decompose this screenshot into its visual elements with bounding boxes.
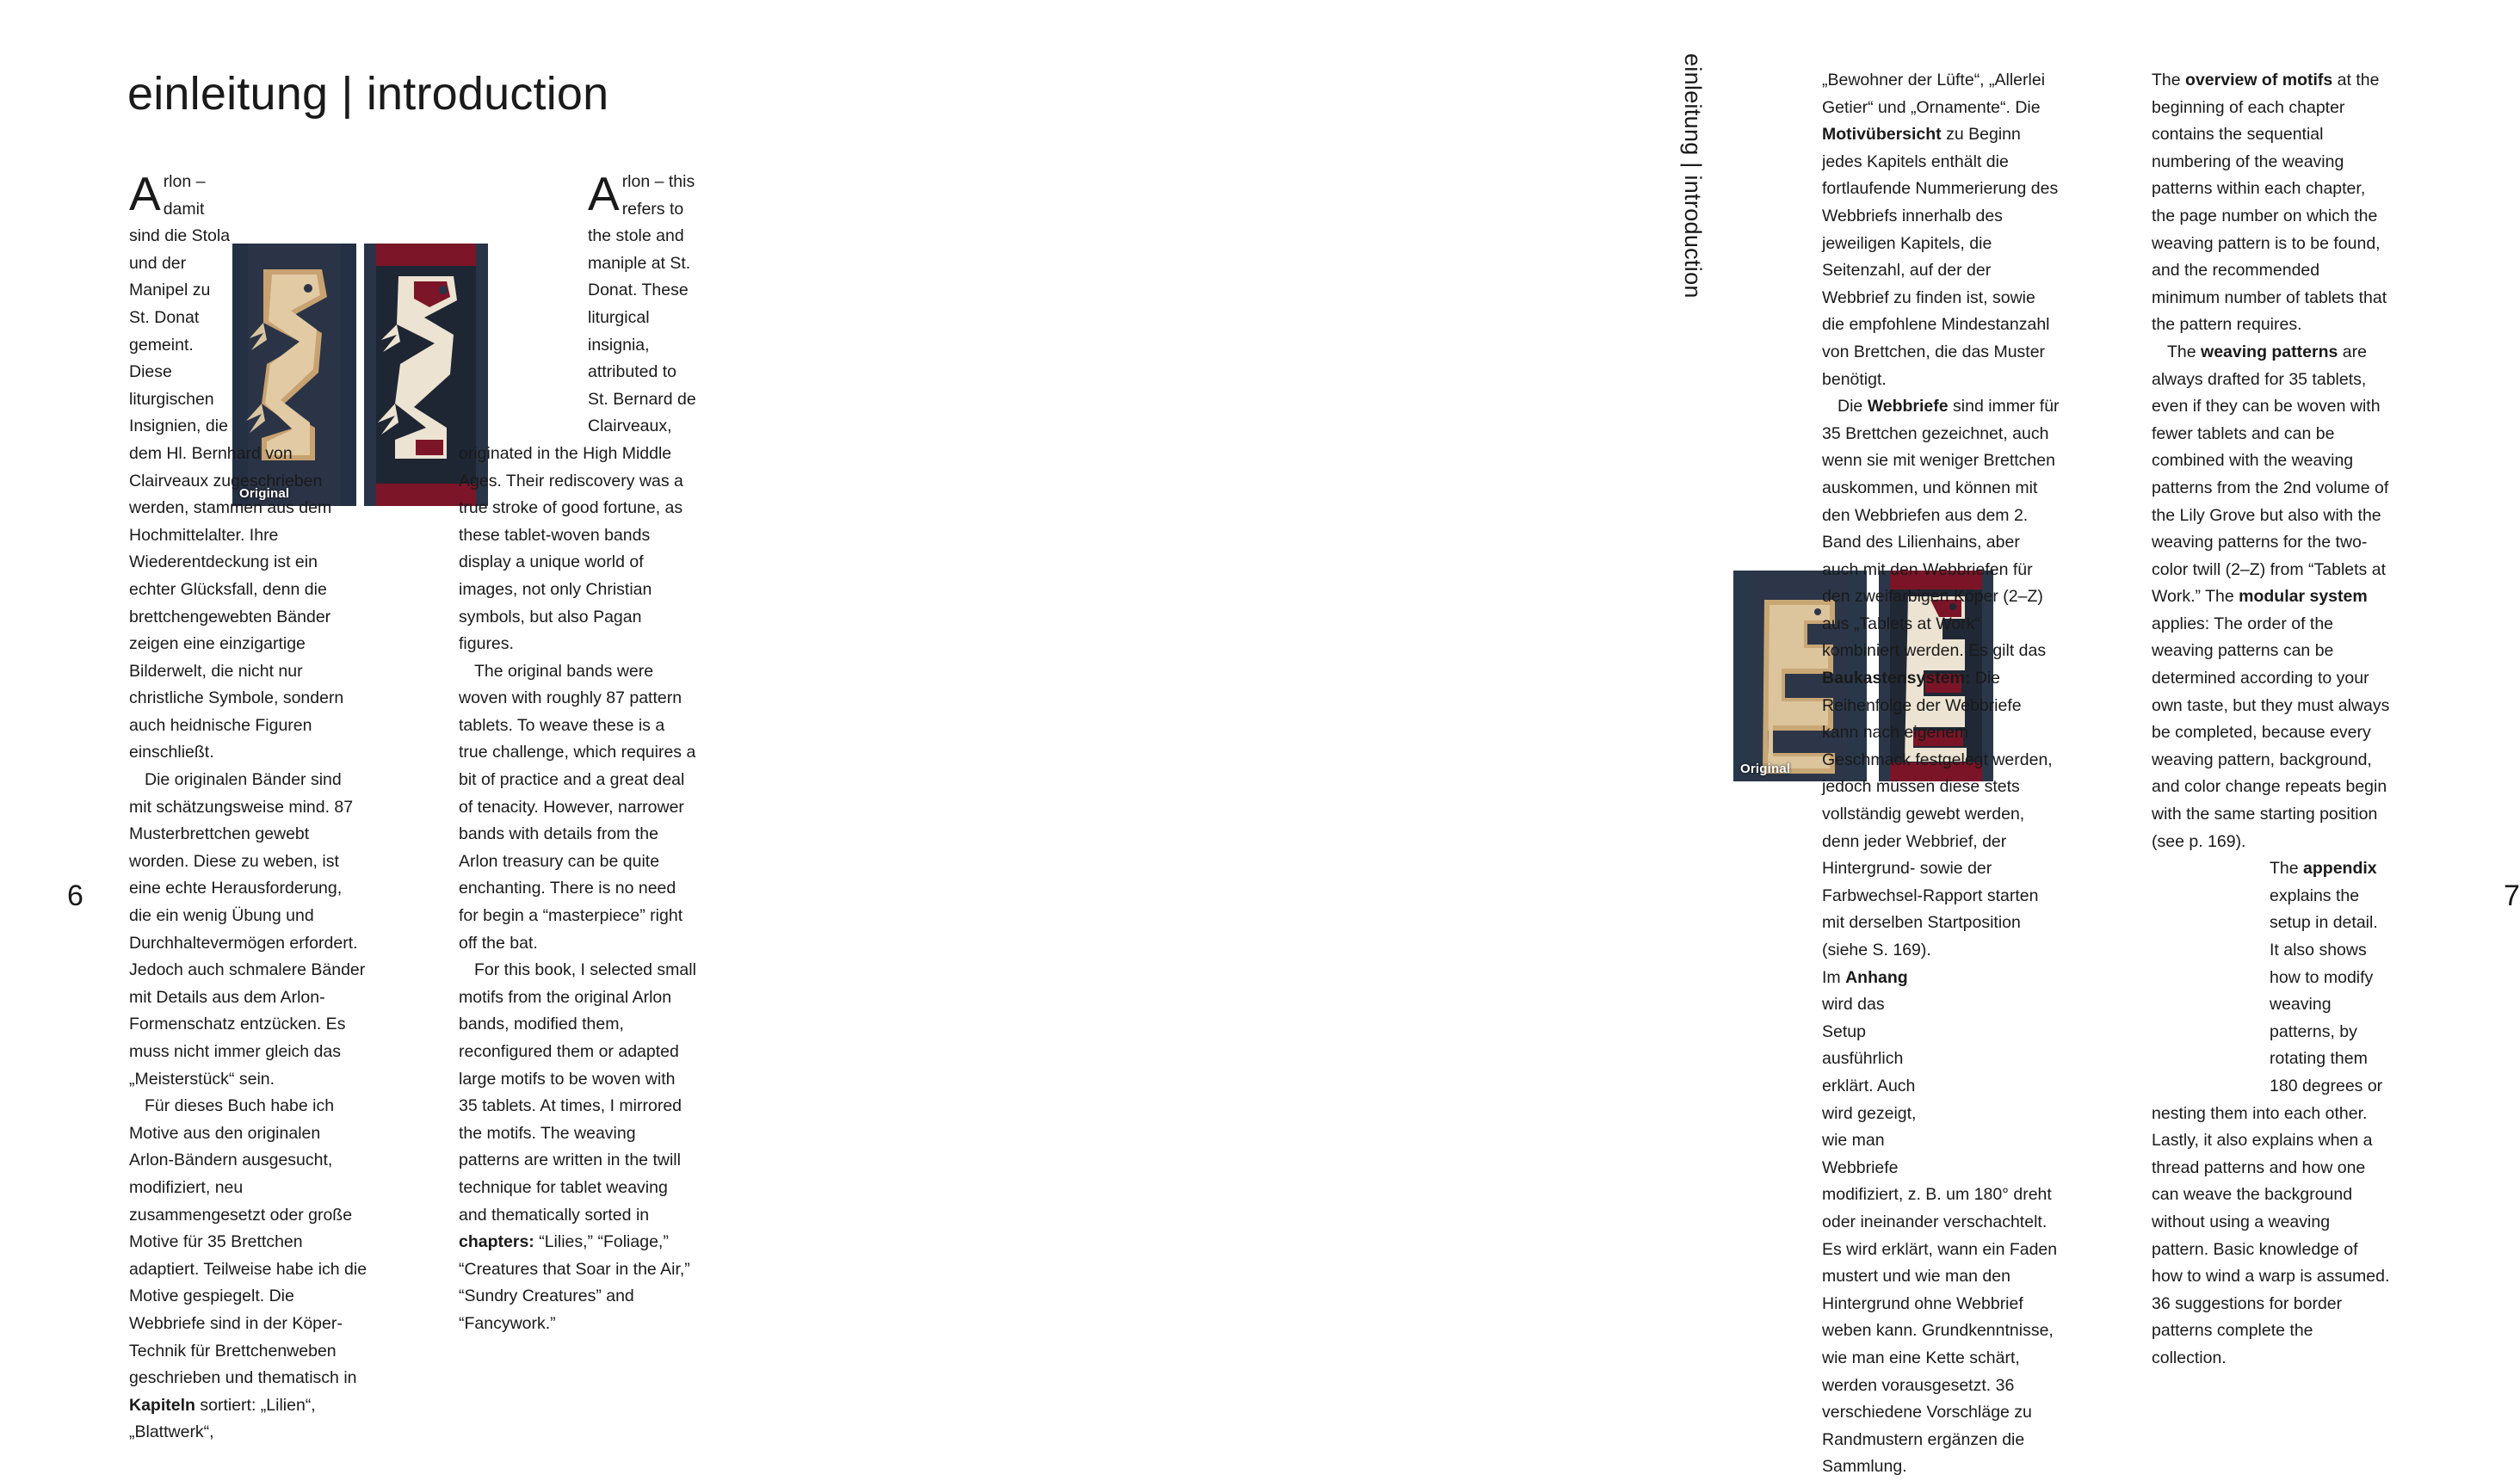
paragraph-tail: at the beginning of each chapter contains the sequential numbering of the weaving patterns within each chapter, the page number on which the weaving pattern is to be found, and the recommended minimum number of tablets that the pattern requires. bbox=[2152, 71, 2387, 335]
paragraph-tail: zu Beginn jedes Kapitels enthält die fortlaufende Nummerierung des Webbriefs innerhalb des jeweiligen Kapitels, die Seitenzahl, auf der der Webbrief zu finden ist, sowie die empfohlene Mindestanzahl von Brettchen, die das Muster benötigt. bbox=[1822, 125, 2059, 389]
image-caption-original-2: Original bbox=[1740, 762, 1791, 776]
page-number-left: 6 bbox=[67, 879, 83, 912]
inline-bold: chapters: bbox=[459, 1232, 534, 1252]
paragraph-text: The bbox=[2167, 342, 2202, 361]
drop-cap: A bbox=[129, 167, 161, 220]
paragraph bbox=[1822, 67, 2060, 393]
paragraph-text: sind immer für 35 Brettchen gezeichnet, auch wenn sie mit weniger Brettchen auskommen, und können mit den Webbriefen aus dem 2. Band des Lilienhains, aber auch mit den Webbriefen für den zweifarbigen Köper (2–Z) aus „Tablets at Work“ kombiniert werden. Es gilt das bbox=[1822, 397, 2060, 661]
paragraph-text: rlon – this refers to the stole and maniple at St. Donat. These liturgical insignia, attributed to St. Bernard de Clairveaux, originated in the High Middle Ages. Their rediscovery was a true stroke of good fortune, as these tablet-woven bands display a unique world of images, not only Christian symbols, but also Pagan figures. bbox=[459, 172, 696, 654]
paragraph-text: Für dieses Buch habe ich Motive aus den originalen Arlon-Bändern ausgesucht, modifiziert, neu zusammengesetzt oder große Motive für 35 Brettchen adaptiert. Teilweise habe ich die Motive gespiegelt. Die Webbriefe sind in der Köper-Technik für Brettchenweben geschrieben und thematisch in bbox=[129, 1096, 368, 1388]
paragraph-tail: Die Reihenfolge der Webbriefe kann nach eigenem Geschmack festgelegt werden, jedoch müssen diese stets vollständig gewebt werden, denn jeder Webbrief, der Hintergrund- sowie der Farbwechsel-Rapport starten mit derselben Startposition (siehe S. 169). bbox=[1822, 669, 2053, 960]
paragraph: Die originalen Bänder sind mit schätzungsweise mind. 87 Musterbrettchen gewebt worden. Diese zu weben, ist eine echte Herausforderung, die ein wenig Übung und Durchhaltevermögen erfordert. Jedoch auch schmalere Bänder mit Details aus dem Arlon-Formenschatz entzücken. Es muss nicht immer gleich das „Meisterstück“ sein. bbox=[129, 770, 366, 1089]
paragraph-tail: wird das Setup ausführlich erklärt. Auch wird gezeigt, wie man Webbriefe modifiziert, z. B. um 180° dreht oder ineinander verschachtelt. Es wird erklärt, wann ein Faden mustert und wie man den Hintergrund ohne Webbrief weben kann. Grundkenntnisse, wie man eine Kette schärt, werden vorausgesetzt. 36 verschiedene Vorschläge zu Randmustern ergänzen die Sammlung. bbox=[1822, 995, 2058, 1477]
page-left bbox=[0, 0, 864, 1442]
inline-bold: Baukastensystem: bbox=[1822, 669, 1971, 688]
paragraph-tail: explains the setup in detail. It also shows how to modify weaving patterns, by rotating them 180 degrees or nesting them into each other. Lastly, it also explains when a thread patterns and how one can weave the background without using a weaving pattern. Basic knowledge of how to wind a warp is assumed. 36 suggestions for border patterns complete the collection. bbox=[2152, 886, 2390, 1367]
paragraph bbox=[1822, 393, 2060, 964]
running-head: einleitung | introduction bbox=[1680, 53, 1706, 299]
paragraph bbox=[2152, 67, 2390, 339]
paragraph-tail: applies: The order of the weaving patterns can be determined according to your own taste, but they must always be completed, because every weaving pattern, background, and color change repeats begin with the same starting position (see p. 169). bbox=[2152, 614, 2390, 851]
image-wrap-shim bbox=[2152, 855, 2270, 1074]
inline-bold: appendix bbox=[2303, 859, 2377, 879]
image-wrap-shim bbox=[1923, 965, 2060, 1182]
paragraph-text: Im bbox=[1822, 967, 1846, 987]
image-wrap-shim bbox=[232, 169, 368, 431]
paragraph-tail: sortiert: „Lilien“, „Blattwerk“, bbox=[129, 1395, 316, 1442]
inline-bold: modular system bbox=[2239, 587, 2368, 607]
paragraph-text: The bbox=[2270, 859, 2304, 879]
inline-bold: Webbriefe bbox=[1867, 397, 1949, 417]
paragraph-tail: “Lilies,” “Foliage,” “Creatures that Soar in the Air,” “Sundry Creatures” and “Fancywork.” bbox=[459, 1232, 690, 1333]
paragraph bbox=[2152, 339, 2390, 855]
column-german-1 bbox=[129, 169, 368, 1447]
drop-cap: A bbox=[588, 167, 620, 220]
column-english-2 bbox=[2152, 67, 2390, 1373]
page-right bbox=[864, 0, 2520, 1477]
inline-bold: Anhang bbox=[1845, 967, 1908, 987]
page-title: einleitung | introduction bbox=[127, 68, 609, 120]
paragraph-text: For this book, I selected small motifs from the original Arlon bands, modified them, reconfigured them or adapted large motifs to be woven with 35 tablets. At times, I mirrored the motifs. The weaving patterns are written in the twill technique for tablet weaving and thematically sorted in bbox=[459, 960, 696, 1225]
inline-bold: weaving patterns bbox=[2201, 342, 2338, 361]
paragraph: The original bands were woven with roughly 87 pattern tablets. To weave these is a true challenge, which requires a bit of practice and a great deal of tenacity. However, narrower bands with details from the Arlon treasury can be quite enchanting. There is no need for begin a “masterpiece” right off the bat. bbox=[459, 661, 696, 953]
paragraph bbox=[129, 1093, 368, 1447]
image-caption-original: Original bbox=[239, 486, 290, 501]
inline-bold: Motivübersicht bbox=[1822, 125, 1942, 145]
paragraph-text: Die bbox=[1838, 397, 1868, 417]
inline-bold: Kapiteln bbox=[129, 1395, 195, 1415]
column-english-1 bbox=[459, 169, 697, 1338]
column-german-2 bbox=[1822, 67, 2060, 1481]
inline-bold: overview of motifs bbox=[2185, 71, 2333, 89]
paragraph-text: rlon – damit sind die Stola und der Manipel zu St. Donat gemeint. Diese liturgischen Insignien, die dem Hl. Bernhard von Clairveaux zugeschrieben werden, stammen aus dem Hochmittelalter. Ihre Wiederentdeckung ist ein echter Glücksfall, denn die brettchengewebten Bänder zeigen eine einzigartige Bilderwelt, die nicht nur christliche Symbole, sondern auch heidnische Figuren einschließt. bbox=[129, 172, 344, 762]
paragraph-text: are always drafted for 35 tablets, even if they can be woven with fewer tablets and can be combined with the weaving patterns from the 2nd volume of the Lily Grove but also with the weaving patterns for the two-color twill (2–Z) from “Tablets at Work.” The bbox=[2152, 342, 2389, 607]
page-number-right: 7 bbox=[2504, 879, 2520, 912]
image-wrap-shim bbox=[459, 169, 588, 431]
paragraph-text: „Bewohner der Lüfte“, „Allerlei Getier“ und „Ornamente“. Die bbox=[1822, 71, 2046, 117]
paragraph bbox=[459, 957, 697, 1337]
paragraph-text: The bbox=[2152, 71, 2186, 89]
